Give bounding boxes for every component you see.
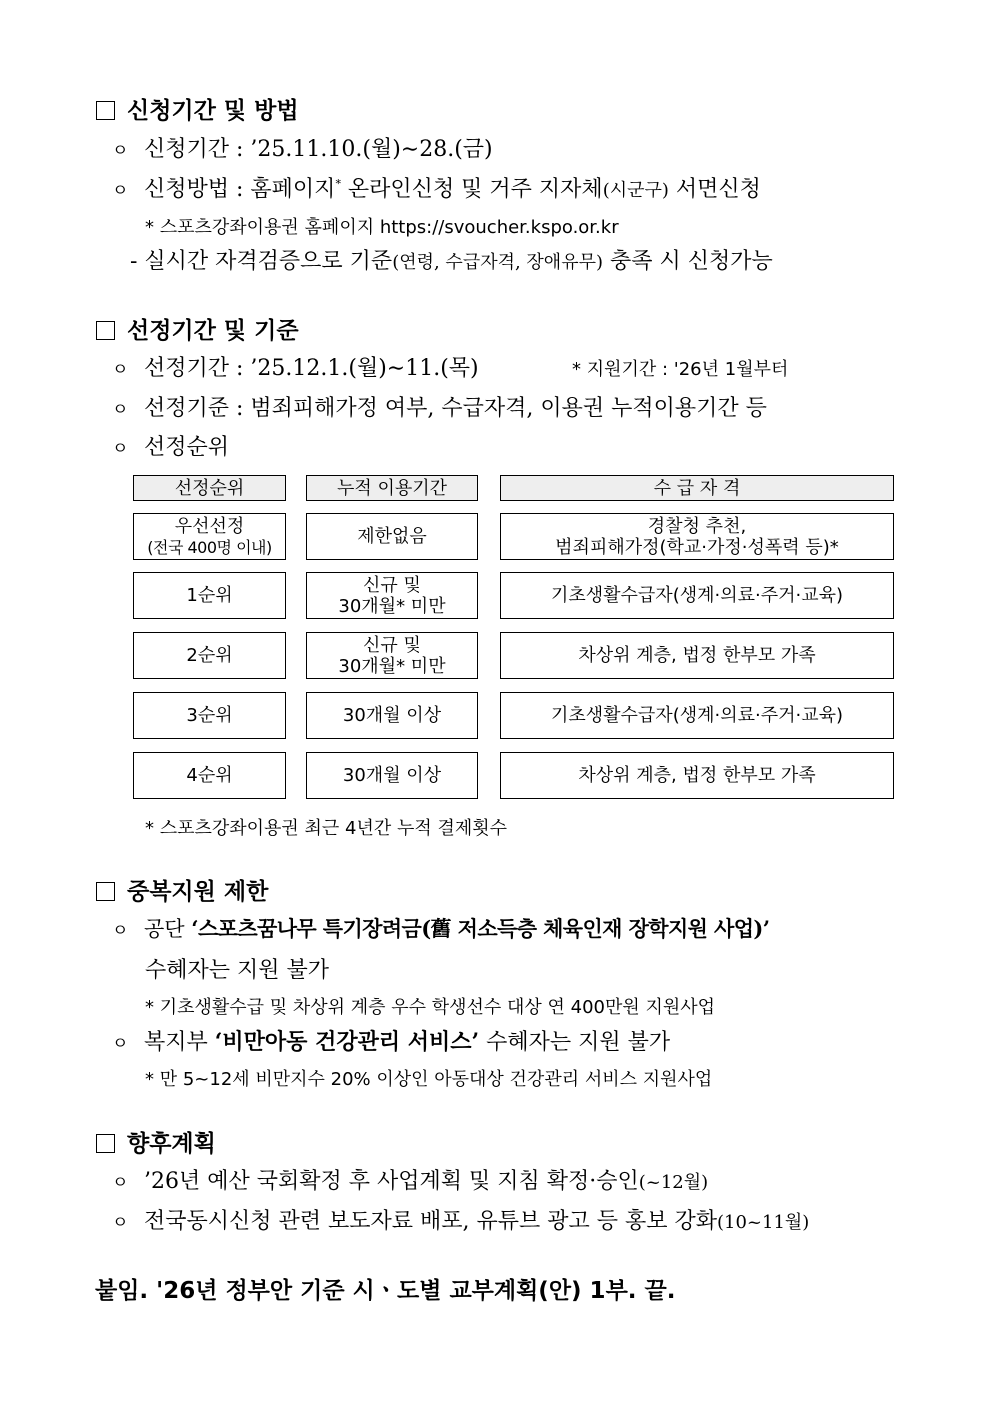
plan-item2-line: ㅇ 전국동시신청 관련 보도자료 배포, 유튜브 광고 등 홍보 강화(10~11월) — [112, 1209, 810, 1234]
table-row-rank: 4순위 — [133, 752, 286, 799]
bullet-icon: ㅇ — [112, 1173, 129, 1193]
section-heading-apply: 신청기간 및 방법 — [96, 92, 299, 125]
table-row-qualification: 차상위 계층, 법정 한부모 가족 — [500, 752, 894, 799]
attachment-closing-line: 붙임. '26년 정부안 기준 시ㆍ도별 교부계획(안) 1부. 끝. — [95, 1278, 676, 1304]
bullet-icon: ㅇ — [112, 1213, 129, 1233]
bullet-icon: ㅇ — [112, 439, 129, 459]
table-row-qualification: 기초생활수급자(생계·의료·주거·교육) — [500, 572, 894, 619]
dup-note1: * 기초생활수급 및 차상위 계층 우수 학생선수 대상 연 400만원 지원사업 — [145, 997, 716, 1018]
table-row-period: 신규 및 30개월* 미만 — [306, 632, 478, 679]
bullet-icon: ㅇ — [112, 141, 129, 161]
apply-verify-line: - 실시간 자격검증으로 기준(연령, 수급자격, 장애유무) 충족 시 신청가능 — [130, 249, 773, 274]
bullet-icon: ㅇ — [112, 400, 129, 420]
table-row-period: 신규 및 30개월* 미만 — [306, 572, 478, 619]
table-row-period: 제한없음 — [306, 513, 478, 560]
table-header-qualification: 수 급 자 격 — [500, 475, 894, 501]
table-row-period: 30개월 이상 — [306, 752, 478, 799]
select-criteria-line: ㅇ 선정기준 : 범죄피해가정 여부, 수급자격, 이용권 누적이용기간 등 — [112, 396, 767, 421]
table-header-period: 누적 이용기간 — [306, 475, 478, 501]
table-row-qualification: 경찰청 추천, 범죄피해가정(학교·가정·성폭력 등)* — [500, 513, 894, 560]
plan-item1-line: ㅇ ’26년 예산 국회확정 후 사업계획 및 지침 확정·승인(~12월) — [112, 1169, 709, 1194]
section-heading-plan: 향후계획 — [96, 1125, 216, 1158]
apply-site-note: * 스포츠강좌이용권 홈페이지 https://svoucher.kspo.or.kr — [145, 217, 619, 238]
bullet-icon: ㅇ — [112, 360, 129, 380]
apply-period-line: ㅇ 신청기간 : ’25.11.10.(월)∼28.(금) — [112, 137, 493, 162]
support-period-note: * 지원기간 : '26년 1월부터 — [572, 359, 789, 380]
table-row-period: 30개월 이상 — [306, 692, 478, 739]
section-heading-duplicate: 중복지원 제한 — [96, 873, 268, 906]
checkbox-square-icon — [96, 882, 115, 901]
bullet-icon: ㅇ — [112, 181, 129, 201]
dup-item1-cont: 수혜자는 지원 불가 — [145, 958, 330, 983]
table-footnote: * 스포츠강좌이용권 최근 4년간 누적 결제횟수 — [145, 818, 508, 839]
table-row-rank: 2순위 — [133, 632, 286, 679]
table-row-rank: 1순위 — [133, 572, 286, 619]
bullet-icon: ㅇ — [112, 1034, 129, 1054]
bullet-icon: ㅇ — [112, 921, 129, 941]
table-row-qualification: 차상위 계층, 법정 한부모 가족 — [500, 632, 894, 679]
dup-note2: * 만 5~12세 비만지수 20% 이상인 아동대상 건강관리 서비스 지원사업 — [145, 1069, 713, 1090]
select-rank-line: ㅇ 선정순위 — [112, 435, 230, 460]
checkbox-square-icon — [96, 1134, 115, 1153]
checkbox-square-icon — [96, 101, 115, 120]
table-row-rank: 3순위 — [133, 692, 286, 739]
select-period-line: ㅇ 선정기간 : ’25.12.1.(월)∼11.(목) — [112, 356, 479, 381]
table-row-qualification: 기초생활수급자(생계·의료·주거·교육) — [500, 692, 894, 739]
table-row-rank: 우선선정 (전국 400명 이내) — [133, 513, 286, 560]
apply-method-line: ㅇ 신청방법 : 홈페이지* 온라인신청 및 거주 지자체(시군구) 서면신청 — [112, 177, 761, 202]
dup-item2-line: ㅇ 복지부 ‘비만아동 건강관리 서비스’ 수혜자는 지원 불가 — [112, 1029, 671, 1055]
table-header-rank: 선정순위 — [133, 475, 286, 501]
section-heading-select: 선정기간 및 기준 — [96, 312, 299, 345]
checkbox-square-icon — [96, 321, 115, 340]
dup-item1-line: ㅇ 공단 ‘스포츠꿈나무 특기장려금(舊 저소득층 체육인재 장학지원 사업)’ — [112, 916, 770, 941]
